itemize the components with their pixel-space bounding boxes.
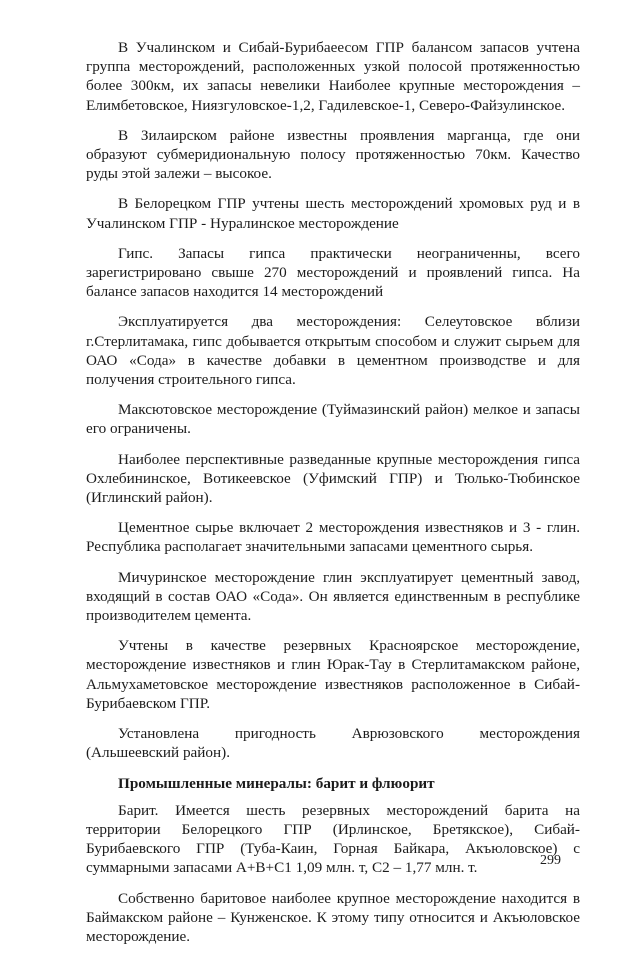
paragraph: В Учалинском и Сибай-Бурибаеесом ГПР балансом запасов учтена группа месторождений, расположенных узкой полосой протяженностью более 300км, их запасы невелики Наиболее крупные месторождения – Елимбетовское, Ниязгуловское-1,2, Гадилевское-1, Северо-Файзулинское. [86, 39, 580, 114]
paragraph: Мичуринское месторождение глин эксплуатирует цементный завод, входящий в состав ОАО «Сода». Он является единственным в республике производителем цемента. [86, 568, 580, 625]
section-heading: Промышленные минералы: барит и флюорит [118, 774, 435, 792]
page-number: 299 [540, 853, 561, 868]
paragraph: Собственно баритовое наиболее крупное месторождение находится в Баймакском районе – Кунженское. К этому типу относится и Акъюловское месторождение. [86, 889, 580, 945]
paragraph: Установлена пригодность Аврюзовского месторождения (Альшеевский район). [86, 725, 580, 762]
paragraph: Эксплуатируется два месторождения: Селеутовское вблизи г.Стерлитамака, гипс добывается открытым способом и служит сырьем для ОАО «Сода» в качестве добавки в цементном производстве и для получения строительного гипса. [86, 313, 580, 389]
paragraph: Наиболее перспективные разведанные крупные месторождения гипса Охлебининское, Вотикеевское (Уфимский ГПР) и Тюлько-Тюбинское (Иглинский район). [86, 450, 580, 507]
paragraph: Учтены в качестве резервных Красноярское месторождение, месторождение известняков и глин Юрак-Тау в Стерлитамакском районе, Альмухаметовское месторождение известняков расположенное в Сибай-Бурибаевском ГПР. [86, 637, 580, 712]
paragraph: Гипс. Запасы гипса практически неограниченны, всего зарегистрировано свыше 270 месторождений и проявлений гипса. На балансе запасов находится 14 месторождений [86, 244, 580, 301]
paragraph: Максютовское месторождение (Туймазинский район) мелкое и запасы его ограничены. [86, 401, 580, 438]
document-page [86, 38, 580, 957]
paragraph: Барит. Имеется шесть резервных месторождений барита на территории Белорецкого ГПР (Ирлинское, Бретякское), Сибай-Бурибаевского ГПР (Туба-Каин, Горная Байкара, Акъюловское) с суммарными запасами А+В+С1 1,09 млн. т, С2 – 1,77 млн. т. [86, 801, 580, 877]
paragraph: В Белорецком ГПР учтены шесть месторождений хромовых руд и в Учалинском ГПР - Нуралинское месторождение [86, 195, 580, 232]
paragraph: В Зилаирском районе известны проявления марганца, где они образуют субмеридиональную полосу протяженностью 70км. Качество руды этой залежи – высокое. [86, 126, 580, 183]
paragraph: Цементное сырье включает 2 месторождения известняков и 3 - глин. Республика располагает значительными запасами цементного сырья. [86, 519, 580, 556]
